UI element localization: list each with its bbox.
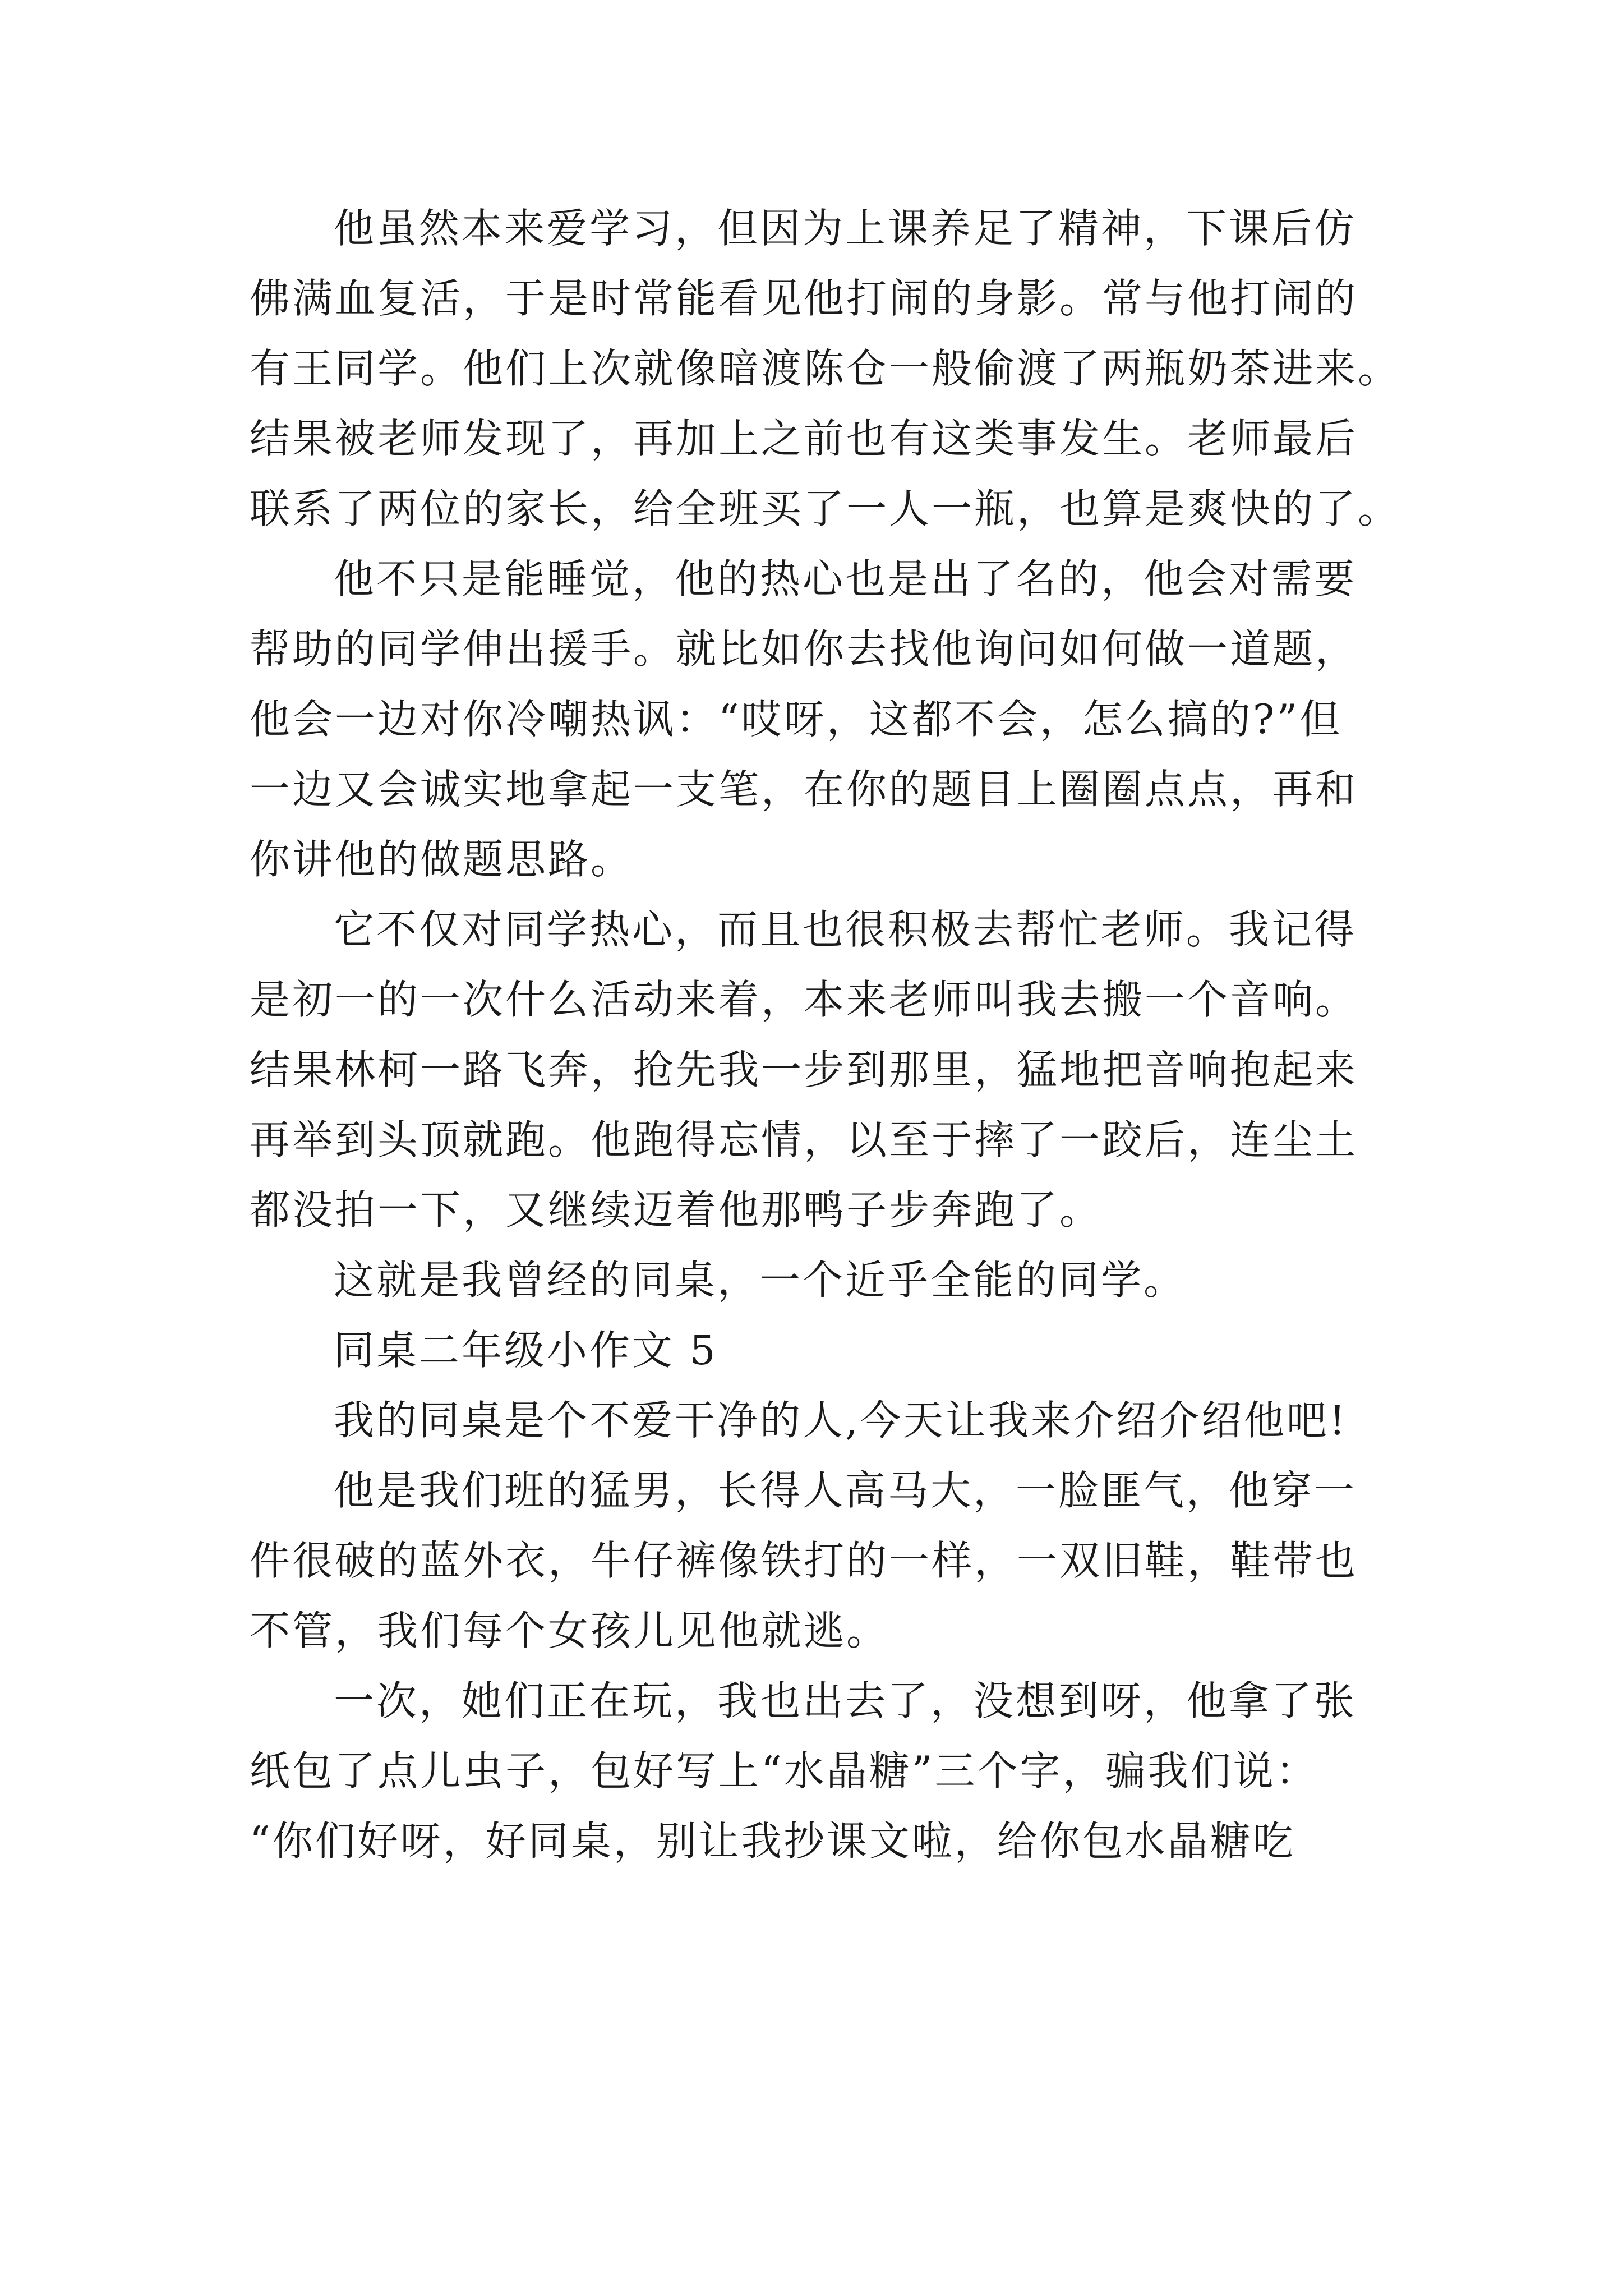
text-line: 他虽然本来爱学习，但因为上课养足了精神，下课后仿 xyxy=(334,205,1357,252)
text-line: 你讲他的做题思路。 xyxy=(250,836,634,883)
text-line: 它不仅对同学热心，而且也很积极去帮忙老师。我记得 xyxy=(334,906,1357,953)
text-line: 一次，她们正在玩，我也出去了，没想到呀，他拿了张 xyxy=(334,1677,1357,1724)
text-line: 件很破的蓝外衣，牛仔裤像铁打的一样，一双旧鞋，鞋带也 xyxy=(250,1537,1358,1584)
text-line: 纸包了点儿虫子，包好写上“水晶糖”三个字，骗我们说： xyxy=(250,1747,1318,1795)
text-line: 同桌二年级小作文 5 xyxy=(334,1327,718,1374)
text-line: “你们好呀，好同桌，别让我抄课文啦，给你包水晶糖吃 xyxy=(250,1818,1295,1865)
text-line: 他会一边对你冷嘲热讽：“哎呀，这都不会，怎么搞的?”但 xyxy=(250,696,1343,743)
text-line: 联系了两位的家长，给全班买了一人一瓶，也算是爽快的了。 xyxy=(250,485,1401,532)
text-line: 不管，我们每个女孩儿见他就逃。 xyxy=(250,1607,889,1654)
text-line: 佛满血复活，于是时常能看见他打闹的身影。常与他打闹的 xyxy=(250,275,1358,322)
text-line: 他是我们班的猛男，长得人高马大，一脸匪气，他穿一 xyxy=(334,1467,1357,1514)
text-line: 结果被老师发现了，再加上之前也有这类事发生。老师最后 xyxy=(250,415,1358,462)
text-line: 结果林柯一路飞奔，抢先我一步到那里，猛地把音响抱起来 xyxy=(250,1046,1358,1093)
text-line: 有王同学。他们上次就像暗渡陈仓一般偷渡了两瓶奶茶进来。 xyxy=(250,345,1401,392)
text-line: 他不只是能睡觉，他的热心也是出了名的，他会对需要 xyxy=(334,555,1357,602)
text-line: 是初一的一次什么活动来着，本来老师叫我去搬一个音响。 xyxy=(250,976,1358,1023)
text-line: 我的同桌是个不爱干净的人,今天让我来介绍介绍他吧! xyxy=(334,1397,1348,1444)
essay-text xyxy=(250,194,1444,1876)
text-line: 再举到头顶就跑。他跑得忘情，以至于摔了一跤后，连尘土 xyxy=(250,1116,1358,1163)
text-line: 都没拍一下，又继续迈着他那鸭子步奔跑了。 xyxy=(250,1186,1103,1234)
text-line: 一边又会诚实地拿起一支笔，在你的题目上圈圈点点，再和 xyxy=(250,766,1358,813)
text-line: 这就是我曾经的同桌，一个近乎全能的同学。 xyxy=(334,1257,1187,1304)
text-line: 帮助的同学伸出援手。就比如你去找他询问如何做一道题， xyxy=(250,625,1358,673)
